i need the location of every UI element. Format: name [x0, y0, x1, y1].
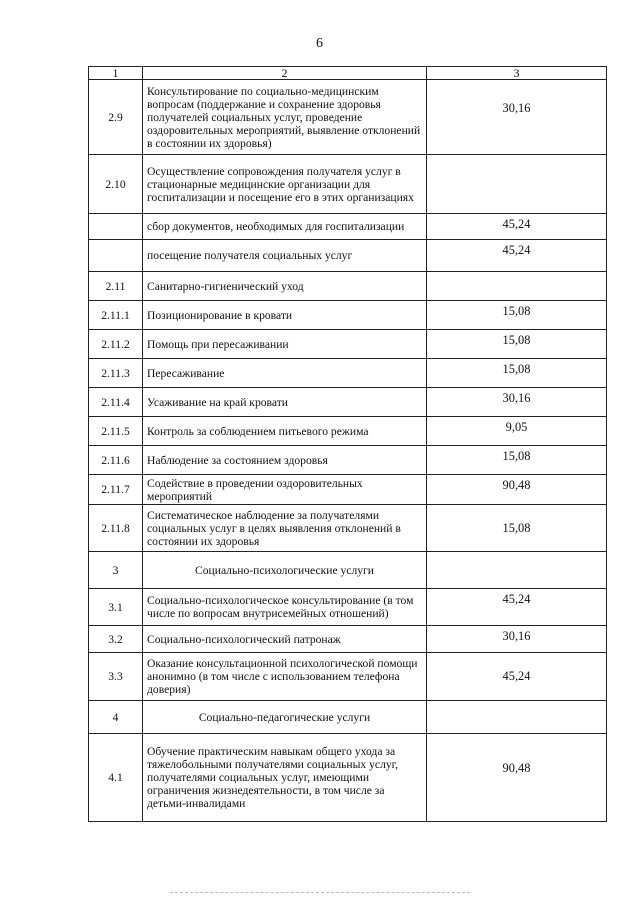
table-row — [89, 359, 607, 388]
row-value — [427, 701, 607, 734]
row-value: 9,05 — [427, 417, 607, 446]
row-value: 90,48 — [427, 734, 607, 822]
row-service: Оказание консультационной психологической помощи анонимно (в том числе с использованием телефона доверия) — [143, 653, 427, 701]
row-service: Помощь при пересаживании — [143, 330, 427, 359]
row-service: Обучение практическим навыкам общего ухода за тяжелобольными получателями социальных услуг, получателями социальных услуг, имеющими ограничения жизнедеятельности, в том числе за детьми-инвалидами — [143, 734, 427, 822]
row-value: 30,16 — [427, 626, 607, 653]
row-number: 3.3 — [89, 653, 143, 701]
row-number: 2.10 — [89, 155, 143, 214]
row-service: Содействие в проведении оздоровительных мероприятий — [143, 475, 427, 505]
section-number: 4 — [89, 701, 143, 734]
table-row — [89, 330, 607, 359]
row-number: 2.11.3 — [89, 359, 143, 388]
row-value: 15,08 — [427, 359, 607, 388]
table-row — [89, 626, 607, 653]
row-service: Консультирование по социально-медицинским вопросам (поддержание и сохранение здоровья получателей социальных услуг, проведение оздоровительных мероприятий, выявление отклонений в состоянии их здоровья) — [143, 80, 427, 155]
services-tariff-table — [88, 66, 607, 822]
table-row — [89, 240, 607, 272]
row-value: 45,24 — [427, 214, 607, 240]
row-value: 15,08 — [427, 330, 607, 359]
row-service: Санитарно-гигиенический уход — [143, 272, 427, 301]
row-number: 2.11.6 — [89, 446, 143, 475]
table-row — [89, 446, 607, 475]
row-number: 2.11 — [89, 272, 143, 301]
table-section-row — [89, 701, 607, 734]
table-row — [89, 417, 607, 446]
row-number: 2.9 — [89, 80, 143, 155]
row-service: Осуществление сопровождения получателя услуг в стационарные медицинские организации для госпитализации и посещение его в этих организациях — [143, 155, 427, 214]
row-service: Пересаживание — [143, 359, 427, 388]
row-value: 15,08 — [427, 301, 607, 330]
row-value: 45,24 — [427, 653, 607, 701]
row-service: сбор документов, необходимых для госпитализации — [143, 214, 427, 240]
header-col-2: 2 — [143, 67, 427, 80]
row-service: Усаживание на край кровати — [143, 388, 427, 417]
row-service: Социально-психологическое консультирование (в том числе по вопросам внутрисемейных отношений) — [143, 589, 427, 626]
table-row — [89, 272, 607, 301]
row-value — [427, 552, 607, 589]
row-number: 3.2 — [89, 626, 143, 653]
table-row — [89, 475, 607, 505]
section-number: 3 — [89, 552, 143, 589]
table-row — [89, 155, 607, 214]
table-row — [89, 653, 607, 701]
row-service: Позиционирование в кровати — [143, 301, 427, 330]
section-title: Социально-психологические услуги — [143, 552, 427, 589]
table-row — [89, 505, 607, 552]
scan-footer-line — [170, 892, 470, 894]
row-number: 2.11.5 — [89, 417, 143, 446]
table-row — [89, 734, 607, 822]
table-row — [89, 388, 607, 417]
row-number: 4.1 — [89, 734, 143, 822]
row-value: 45,24 — [427, 589, 607, 626]
row-service: Контроль за соблюдением питьевого режима — [143, 417, 427, 446]
header-col-1: 1 — [89, 67, 143, 80]
table-row — [89, 80, 607, 155]
page-number: 6 — [316, 36, 323, 51]
table-row — [89, 214, 607, 240]
header-col-3: 3 — [427, 67, 607, 80]
table-row — [89, 589, 607, 626]
row-number: 3.1 — [89, 589, 143, 626]
row-value: 45,24 — [427, 240, 607, 272]
row-value — [427, 272, 607, 301]
table-row — [89, 301, 607, 330]
row-service: посещение получателя социальных услуг — [143, 240, 427, 272]
row-service: Наблюдение за состоянием здоровья — [143, 446, 427, 475]
table-header-row — [89, 67, 607, 80]
section-title: Социально-педагогические услуги — [143, 701, 427, 734]
row-number: 2.11.7 — [89, 475, 143, 505]
row-number: 2.11.2 — [89, 330, 143, 359]
row-number: 2.11.1 — [89, 301, 143, 330]
row-value — [427, 155, 607, 214]
table-section-row — [89, 552, 607, 589]
row-number — [89, 214, 143, 240]
row-value: 90,48 — [427, 475, 607, 505]
row-service: Систематическое наблюдение за получателями социальных услуг в целях выявления отклонений в состоянии их здоровья — [143, 505, 427, 552]
row-number — [89, 240, 143, 272]
row-number: 2.11.8 — [89, 505, 143, 552]
row-value: 15,08 — [427, 446, 607, 475]
row-value: 30,16 — [427, 80, 607, 155]
row-value: 30,16 — [427, 388, 607, 417]
row-service: Социально-психологический патронаж — [143, 626, 427, 653]
row-value: 15,08 — [427, 505, 607, 552]
row-number: 2.11.4 — [89, 388, 143, 417]
